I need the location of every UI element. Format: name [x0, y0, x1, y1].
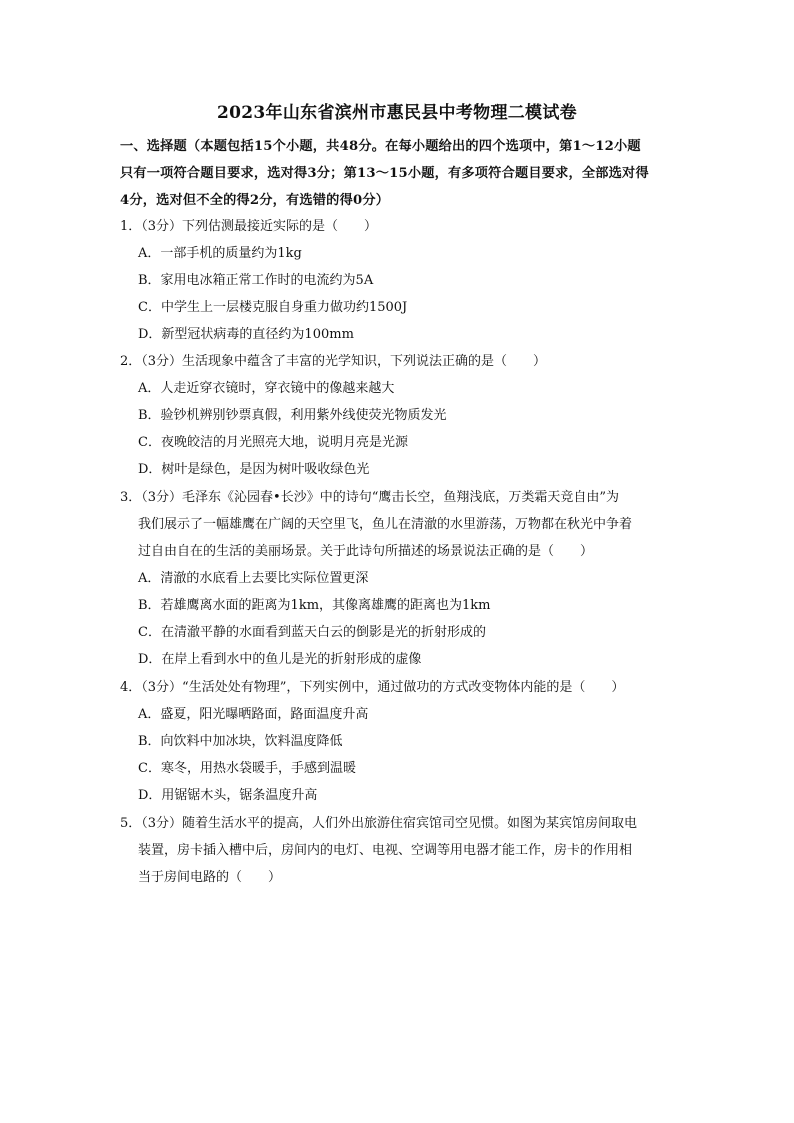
section-heading-line: 一、选择题（本题包括15个小题，共48分。在每小题给出的四个选项中，第1～12小题: [120, 139, 641, 154]
question-4-option-c: C．寒冬，用热水袋暖手，手感到温暖: [138, 761, 356, 776]
section-heading: [120, 134, 680, 214]
question-1-option-c: C．中学生上一层楼克服自身重力做功约1500J: [138, 300, 408, 315]
page-title: 2023年山东省滨州市惠民县中考物理二模试卷: [217, 103, 577, 123]
question-3-stem-cont: 过自由自在的生活的美丽场景。关于此诗句所描述的场景说法正确的是（ ）: [138, 544, 594, 559]
section-heading-line: 只有一项符合题目要求，选对得3分；第13～15小题，有多项符合题目要求，全部选对得: [120, 165, 649, 181]
question-5-stem: 5．（3分）随着生活水平的提高，人们外出旅游住宿宾馆司空见惯。如图为某宾馆房间取电: [120, 816, 638, 831]
question-2-option-d: D．树叶是绿色，是因为树叶吸收绿色光: [138, 462, 370, 477]
question-3-option-c: C．在清澈平静的水面看到蓝天白云的倒影是光的折射形成的: [138, 625, 486, 640]
question-4-stem: 4．（3分）“生活处处有物理”，下列实例中，通过做功的方式改变物体内能的是（ ）: [120, 680, 625, 695]
section-heading-line: 4分，选对但不全的得2分，有选错的得0分）: [120, 192, 390, 208]
question-2-option-b: B．验钞机辨别钞票真假，利用紫外线使荧光物质发光: [138, 408, 447, 423]
question-2-stem: 2．（3分）生活现象中蕴含了丰富的光学知识，下列说法正确的是（ ）: [120, 354, 547, 369]
question-1-option-a: A．一部手机的质量约为1kg: [138, 246, 302, 261]
question-5-stem-cont: 装置，房卡插入槽中后，房间内的电灯、电视、空调等用电器才能工作，房卡的作用相: [138, 843, 633, 858]
question-1-option-d: D．新型冠状病毒的直径约为100mm: [138, 327, 354, 342]
question-4-option-b: B．向饮料中加冰块，饮料温度降低: [138, 734, 343, 749]
question-1-option-b: B．家用电冰箱正常工作时的电流约为5A: [138, 273, 374, 288]
question-2-option-c: C．夜晚皎洁的月光照亮大地，说明月亮是光源: [138, 435, 408, 450]
question-2-option-a: A．人走近穿衣镜时，穿衣镜中的像越来越大: [138, 381, 395, 396]
question-5-stem-cont: 当于房间电路的（ ）: [138, 870, 282, 885]
question-3-stem-cont: 我们展示了一幅雄鹰在广阔的天空里飞，鱼儿在清澈的水里游荡，万物都在秋光中争着: [138, 517, 633, 532]
question-3-stem: 3．（3分）毛泽东《沁园春•长沙》中的诗句“鹰击长空，鱼翔浅底，万类霜天竞自由”为: [120, 490, 620, 505]
question-3-option-d: D．在岸上看到水中的鱼儿是光的折射形成的虚像: [138, 652, 422, 667]
question-1-stem: 1．（3分）下列估测最接近实际的是（ ）: [120, 219, 378, 234]
question-3-option-b: B．若雄鹰离水面的距离为1km，其像离雄鹰的距离也为1km: [138, 598, 491, 613]
question-4-option-d: D．用锯锯木头，锯条温度升高: [138, 788, 318, 803]
question-3-option-a: A．清澈的水底看上去要比实际位置更深: [138, 571, 369, 586]
question-4-option-a: A．盛夏，阳光曝晒路面，路面温度升高: [138, 707, 369, 722]
